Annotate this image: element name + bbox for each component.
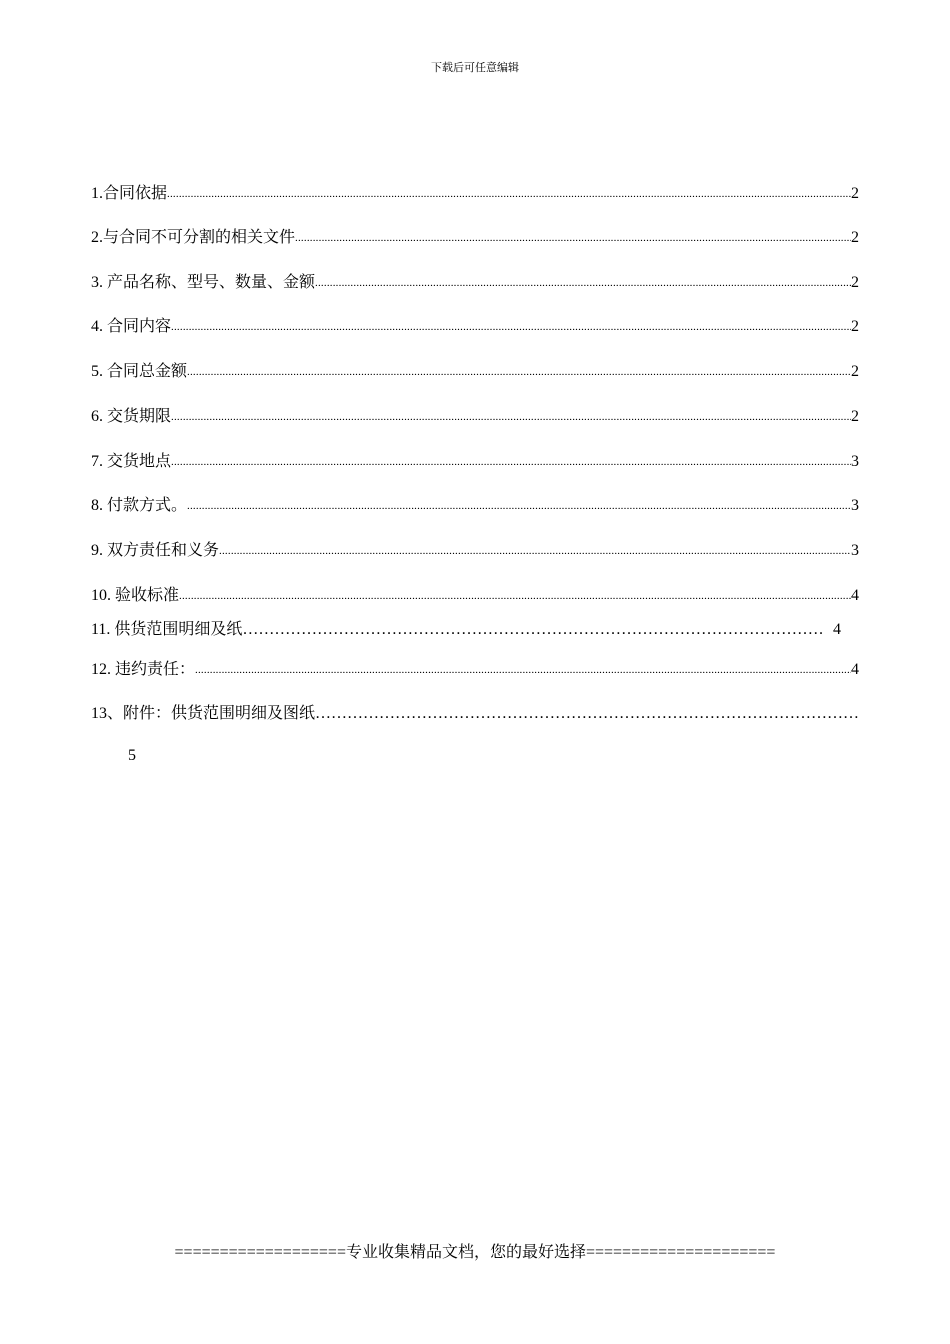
toc-entry-label: 12. 违约责任：: [91, 661, 196, 678]
toc-entry-11[interactable]: [91, 618, 859, 640]
footer-note: ===================专业收集精品文档，您的最好选择=====================: [174, 1244, 776, 1261]
toc-entry-page: 4: [851, 587, 859, 604]
toc-entry-13[interactable]: [91, 702, 859, 724]
toc-dot-leader: [242, 621, 825, 639]
toc-entry-9[interactable]: [91, 539, 859, 561]
toc-entry-label: 2.与合同不可分割的相关文件: [91, 229, 296, 246]
toc-entry-page: 2: [851, 274, 859, 291]
toc-dot-leader: [171, 410, 851, 424]
toc-entry-label: 1.合同依据: [91, 185, 168, 202]
toc-entry-2[interactable]: [91, 226, 859, 248]
toc-entry-page: 2: [851, 185, 859, 202]
toc-dot-leader: [219, 544, 851, 558]
header-note: 下载后可任意编辑: [431, 62, 519, 74]
toc-dot-leader: [171, 455, 851, 469]
toc-entry-page: 2: [851, 408, 859, 425]
toc-entry-label: 5. 合同总金额: [91, 363, 188, 380]
toc-dot-leader: [171, 320, 851, 334]
toc-entry-1[interactable]: [91, 182, 859, 204]
toc-entry-3[interactable]: [91, 271, 859, 293]
toc-dot-leader: [167, 187, 851, 201]
toc-entry-label: 8. 付款方式。: [91, 497, 188, 514]
toc-entry-label: 6. 交货期限: [91, 408, 172, 425]
toc-entry-8[interactable]: [91, 494, 859, 516]
toc-dot-leader: [295, 231, 851, 245]
toc-entry-page: 3: [851, 497, 859, 514]
toc-dot-leader: [315, 276, 851, 290]
toc-entry-4[interactable]: [91, 315, 859, 337]
toc-entry-label: 4. 合同内容: [91, 318, 172, 335]
toc-entry-label: 11. 供货范围明细及纸: [91, 621, 243, 638]
toc-entry-6[interactable]: [91, 405, 859, 427]
toc-entry-label: 9. 双方责任和义务: [91, 542, 220, 559]
toc-entry-page: 4: [833, 621, 841, 638]
toc-entry-5[interactable]: [91, 360, 859, 382]
toc-entry-page: 3: [851, 453, 859, 470]
toc-entry-page: 2: [851, 363, 859, 380]
toc-entry-12[interactable]: [91, 658, 859, 680]
toc-entry-7[interactable]: [91, 450, 859, 472]
toc-entry-10[interactable]: [91, 584, 859, 606]
toc-dot-leader: [179, 589, 851, 603]
toc-entry-label: 7. 交货地点: [91, 453, 172, 470]
toc-dot-leader: [187, 499, 851, 513]
toc-entry-page: 2: [851, 229, 859, 246]
toc-entry-page: 3: [851, 542, 859, 559]
toc-entry-label: 3. 产品名称、型号、数量、金额: [91, 274, 316, 291]
toc-entry-label: 10. 验收标准: [91, 587, 180, 604]
toc-entry-13-page: 5: [128, 747, 136, 764]
toc-dot-leader: [195, 663, 851, 677]
toc-dot-leader: [187, 365, 851, 379]
toc-entry-page: 4: [851, 661, 859, 678]
toc-dot-leader: [315, 705, 859, 723]
toc-entry-page: 2: [851, 318, 859, 335]
toc-entry-label: 13、附件：供货范围明细及图纸: [91, 705, 316, 722]
